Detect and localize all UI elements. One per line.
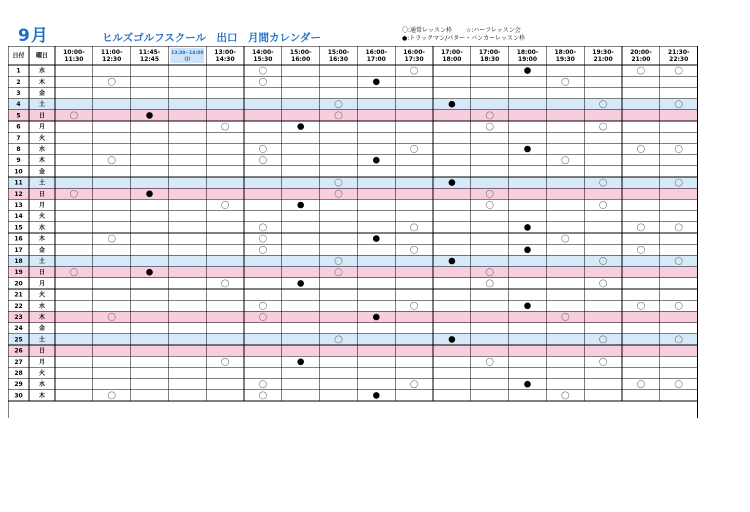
open-slot-marker (637, 67, 644, 74)
open-slot-marker (259, 157, 266, 164)
slot-header-start: 15:00- (289, 49, 312, 56)
slot-header-end: 16:00 (291, 56, 311, 63)
row-date: 27 (14, 358, 23, 366)
row-weekday: 土 (38, 179, 46, 187)
open-slot-marker (259, 67, 266, 74)
slot-header-end: 18:30 (480, 56, 500, 63)
row-band-sat (8, 255, 698, 266)
open-slot-marker (675, 381, 682, 388)
row-weekday: 日 (38, 190, 46, 198)
slot-header-start: 21:30- (667, 49, 690, 56)
row-weekday: 金 (38, 168, 46, 176)
legend-half: ☆:ハーフレッスン会 (465, 27, 521, 34)
open-slot-marker (411, 224, 418, 231)
row-date: 26 (14, 347, 23, 355)
slot-header-end: 14:30 (215, 56, 235, 63)
open-slot-marker (108, 235, 115, 242)
row-date: 20 (14, 280, 23, 288)
open-slot-marker (486, 358, 493, 365)
slot-header-end: 12:30 (102, 56, 122, 63)
row-weekday: 木 (38, 235, 46, 243)
open-slot-marker (108, 157, 115, 164)
trackman-slot-marker (146, 269, 153, 276)
row-date: 23 (14, 314, 23, 321)
slot-header-end: 22:30 (669, 56, 689, 63)
row-band-sun (8, 345, 698, 356)
open-slot-marker (486, 201, 493, 208)
open-slot-marker (411, 67, 418, 74)
open-slot-marker (259, 302, 266, 309)
row-date: 29 (14, 381, 23, 389)
trackman-slot-marker (297, 359, 304, 366)
monthly-calendar-table (8, 46, 708, 418)
row-weekday: 水 (38, 302, 46, 310)
open-slot-marker (108, 392, 115, 399)
slot-header-start: 10:00- (63, 49, 85, 56)
row-date: 21 (14, 291, 23, 299)
slot-header-start: 11:45- (138, 49, 161, 56)
row-date: 28 (14, 370, 23, 377)
row-date: 17 (14, 246, 23, 254)
open-slot-marker (562, 157, 569, 164)
legend-trackman: ●:トラックマン/パター・バンカーレッスン枠 (402, 35, 525, 42)
slot-header-start: 16:00- (403, 49, 425, 56)
trackman-slot-marker (524, 381, 531, 388)
open-slot-marker (600, 201, 607, 208)
row-date: 25 (14, 336, 23, 344)
date-column-header: 日付 (12, 52, 25, 60)
slot-header-end: 12:45 (139, 56, 160, 63)
row-weekday: 金 (38, 246, 46, 254)
row-weekday: 月 (38, 123, 46, 131)
slot-header-start: 18:00- (516, 49, 539, 56)
row-weekday: 火 (38, 213, 46, 221)
row-weekday: 木 (38, 392, 46, 400)
calendar-title: ヒルズゴルフスクール 出口 月間カレンダー (102, 32, 321, 44)
open-slot-marker (600, 358, 607, 365)
slot-header-end: 18:00 (442, 56, 462, 63)
row-weekday: 日 (38, 269, 46, 277)
row-weekday: 木 (38, 314, 46, 321)
open-slot-marker (562, 392, 569, 399)
row-date: 5 (16, 112, 21, 120)
row-date: 15 (14, 224, 23, 232)
row-weekday: 金 (38, 90, 46, 97)
trackman-slot-marker (524, 247, 531, 254)
trackman-slot-marker (146, 112, 153, 119)
open-slot-marker (222, 123, 229, 130)
legend (402, 27, 525, 43)
row-weekday: 土 (38, 336, 46, 344)
slot-header-start: 14:00- (252, 49, 274, 56)
open-slot-marker (675, 302, 682, 309)
trackman-slot-marker (449, 336, 456, 343)
weekday-column-header: 曜日 (35, 52, 49, 60)
row-band-sun (8, 110, 698, 121)
row-weekday: 金 (38, 325, 46, 333)
slot-header-start: 11:00- (100, 49, 123, 56)
row-date: 2 (16, 78, 21, 86)
slot-header-end: 21:00 (593, 56, 613, 63)
open-slot-marker (222, 358, 229, 365)
row-weekday: 日 (38, 112, 46, 120)
slot-header-start: 15:00- (327, 49, 350, 56)
trackman-slot-marker (373, 314, 380, 321)
row-band-sun (8, 188, 698, 199)
trackman-slot-marker (449, 179, 456, 186)
trackman-slot-marker (373, 392, 380, 399)
open-slot-marker (411, 381, 418, 388)
slot-header-start: 20:00- (630, 49, 652, 56)
open-slot-marker (222, 280, 229, 287)
open-slot-marker (411, 246, 418, 253)
slot-header-start: 18:00- (554, 49, 577, 56)
row-weekday: 水 (38, 67, 46, 75)
row-weekday: 木 (38, 157, 46, 165)
slot-header-end: 21:00 (631, 56, 651, 63)
row-weekday: 日 (38, 347, 46, 355)
open-slot-marker (259, 235, 266, 242)
row-date: 13 (14, 202, 23, 209)
row-date: 24 (14, 325, 23, 333)
row-weekday: 水 (38, 146, 46, 153)
row-date: 7 (16, 134, 21, 142)
open-slot-marker (259, 78, 266, 85)
row-date: 16 (14, 235, 23, 243)
open-slot-marker (637, 302, 644, 309)
slot-header-end: 17:00 (366, 56, 386, 63)
slot-header-start: 13:00- (214, 49, 236, 56)
row-weekday: 水 (38, 381, 46, 389)
slot-header-end: 19:00 (517, 56, 538, 63)
row-date: 1 (16, 67, 21, 75)
slot-header-end: 11:30 (64, 56, 84, 63)
row-date: 3 (16, 90, 21, 97)
trackman-slot-marker (524, 303, 531, 310)
legend-regular: 〇:通常レッスン枠 (402, 27, 452, 34)
open-slot-marker (411, 302, 418, 309)
row-date: 11 (14, 179, 23, 187)
row-weekday: 月 (38, 280, 46, 288)
slot-header-start: 19:30- (592, 49, 614, 56)
trackman-slot-marker (297, 280, 304, 287)
row-date: 4 (16, 101, 21, 109)
row-date: 9 (16, 157, 21, 165)
row-weekday: 木 (38, 78, 46, 86)
trackman-slot-marker (146, 191, 153, 198)
row-date: 18 (14, 258, 23, 265)
row-band-sun (8, 311, 698, 322)
open-slot-marker (675, 145, 682, 152)
row-band-sat (8, 334, 698, 345)
trackman-slot-marker (524, 224, 531, 231)
open-slot-marker (600, 123, 607, 130)
row-weekday: 火 (38, 370, 46, 377)
slot-header-end: 17:30 (404, 56, 424, 63)
trackman-slot-marker (373, 235, 380, 242)
row-band-sun (8, 267, 698, 278)
trackman-slot-marker (449, 101, 456, 108)
open-slot-marker (600, 280, 607, 287)
row-date: 8 (16, 146, 21, 153)
trackman-slot-marker (524, 146, 531, 153)
slot-header-end: (J) (184, 57, 191, 62)
row-band-sat (8, 99, 698, 110)
open-slot-marker (637, 381, 644, 388)
row-weekday: 火 (38, 291, 46, 299)
row-date: 6 (16, 123, 21, 131)
slot-header-start: 17:00- (441, 49, 463, 56)
row-date: 14 (14, 213, 23, 221)
row-weekday: 月 (38, 358, 46, 366)
row-weekday: 土 (38, 258, 46, 265)
trackman-slot-marker (297, 202, 304, 209)
open-slot-marker (562, 235, 569, 242)
open-slot-marker (259, 392, 266, 399)
slot-header-start: 13:30~14:00 (171, 51, 204, 56)
row-weekday: 土 (38, 101, 46, 109)
month-title: 9月 (18, 26, 49, 46)
row-date: 12 (14, 190, 23, 198)
open-slot-marker (562, 78, 569, 85)
row-weekday: 月 (38, 202, 46, 209)
open-slot-marker (259, 381, 266, 388)
open-slot-marker (259, 246, 266, 253)
row-weekday: 火 (38, 134, 46, 142)
open-slot-marker (486, 123, 493, 130)
slot-header-start: 17:00- (478, 49, 501, 56)
trackman-slot-marker (524, 67, 531, 74)
row-band-sat (8, 177, 698, 188)
row-date: 22 (14, 302, 23, 310)
open-slot-marker (637, 224, 644, 231)
open-slot-marker (259, 224, 266, 231)
open-slot-marker (675, 224, 682, 231)
row-date: 30 (14, 392, 23, 400)
open-slot-marker (259, 145, 266, 152)
slot-header-end: 16:30 (328, 56, 349, 63)
trackman-slot-marker (449, 258, 456, 265)
slot-header-end: 19:30 (555, 56, 575, 63)
open-slot-marker (486, 280, 493, 287)
trackman-slot-marker (373, 79, 380, 86)
open-slot-marker (637, 145, 644, 152)
open-slot-marker (222, 201, 229, 208)
slot-header-end: 15:30 (253, 56, 273, 63)
trackman-slot-marker (297, 123, 304, 130)
open-slot-marker (411, 145, 418, 152)
row-date: 19 (14, 269, 23, 277)
open-slot-marker (675, 67, 682, 74)
open-slot-marker (637, 246, 644, 253)
open-slot-marker (108, 78, 115, 85)
row-weekday: 水 (38, 224, 46, 232)
row-date: 10 (14, 168, 23, 176)
slot-header-start: 16:00- (365, 49, 388, 56)
trackman-slot-marker (373, 157, 380, 164)
